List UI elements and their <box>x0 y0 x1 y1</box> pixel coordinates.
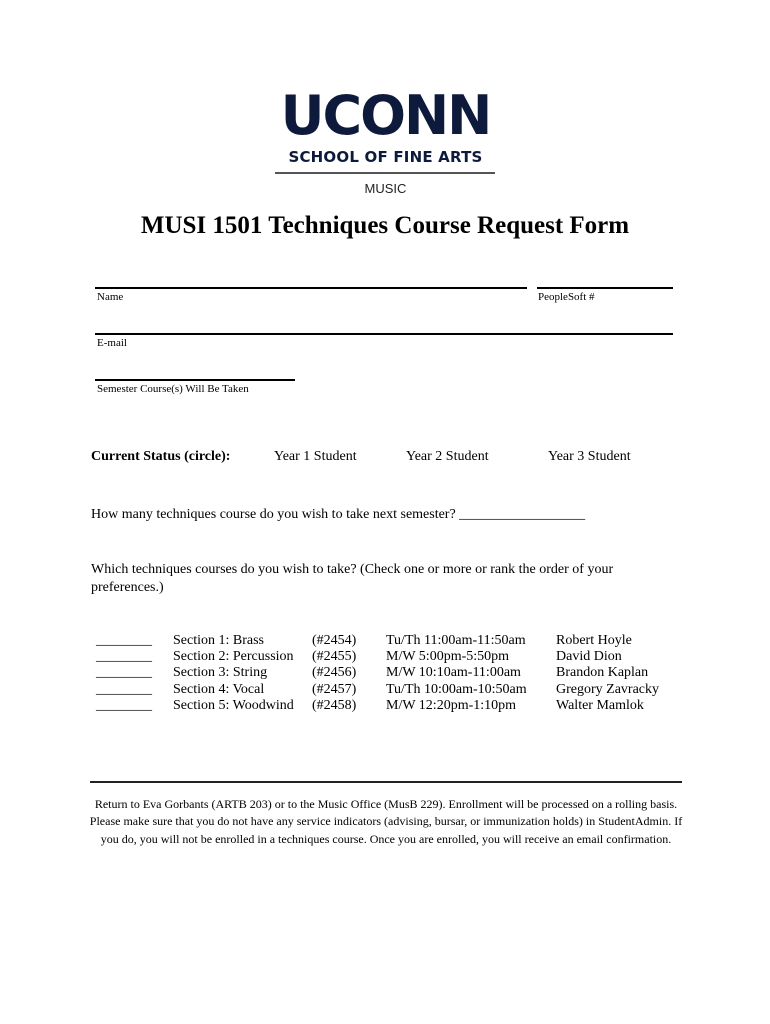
course-section: Section 5: Woodwind <box>173 697 294 713</box>
course-section: Section 4: Vocal <box>173 681 265 697</box>
form-title: MUSI 1501 Techniques Course Request Form <box>140 212 630 239</box>
course-instructor: Brandon Kaplan <box>556 665 649 681</box>
course-time: M/W 10:10am-11:00am <box>386 665 521 681</box>
department-name: MUSIC <box>364 181 407 196</box>
question-which-courses: Which techniques courses do you wish to take? (Check one or more or rank the order of your preferences.) <box>91 562 614 595</box>
return-instructions: Return to Eva Gorbants (ARTB 203) or to the Music Office (MusB 229). Enrollment will be processed on a rolling basis. Please make sure that you do not have any service indicators (advising, bursar, or immunization holds) in StudentAdmin. If you do, you will not be enrolled in a techniques course. Once you are enrolled, you will receive an email confirmation. <box>89 797 683 846</box>
email-field-line[interactable] <box>95 333 673 335</box>
footer-divider <box>90 781 682 783</box>
course-time: M/W 5:00pm-5:50pm <box>386 649 510 665</box>
course-number: (#2455) <box>312 649 357 665</box>
name-label: Name <box>97 291 124 303</box>
question-course-count: How many techniques course do you wish to take next semester? __________________ <box>91 507 586 522</box>
course-row <box>96 698 666 714</box>
course-time: Tu/Th 10:00am-10:50am <box>386 681 527 697</box>
status-label: Current Status (circle): <box>91 449 231 464</box>
course-check-blank[interactable]: ________ <box>96 697 152 713</box>
logo-divider <box>275 172 495 174</box>
course-instructor: David Dion <box>556 649 622 665</box>
status-option-year-1[interactable]: Year 1 Student <box>274 449 357 464</box>
course-number: (#2454) <box>312 633 357 648</box>
semester-label: Semester Course(s) Will Be Taken <box>97 383 249 395</box>
peoplesoft-label: PeopleSoft # <box>538 291 595 303</box>
semester-field-line[interactable] <box>95 379 295 381</box>
course-row <box>96 649 666 665</box>
course-number: (#2458) <box>312 697 357 713</box>
course-check-blank[interactable]: ________ <box>96 649 152 665</box>
course-section: Section 2: Percussion <box>173 649 294 665</box>
peoplesoft-field-line[interactable] <box>537 287 673 289</box>
email-label: E-mail <box>97 337 127 349</box>
course-number: (#2456) <box>312 665 357 681</box>
status-option-year-2[interactable]: Year 2 Student <box>406 449 489 464</box>
course-section: Section 3: String <box>173 665 268 681</box>
uconn-logo-wordmark: UCONN <box>280 84 491 147</box>
name-field-line[interactable] <box>95 287 527 289</box>
course-check-blank[interactable]: ________ <box>96 681 152 697</box>
course-check-blank[interactable]: ________ <box>96 665 152 681</box>
course-number: (#2457) <box>312 681 357 697</box>
course-instructor: Robert Hoyle <box>556 633 632 648</box>
course-row <box>96 665 666 681</box>
school-name: SCHOOL OF FINE ARTS <box>288 148 483 166</box>
course-section: Section 1: Brass <box>173 633 264 648</box>
status-option-year-3[interactable]: Year 3 Student <box>548 449 631 464</box>
course-row <box>96 633 666 649</box>
course-instructor: Walter Mamlok <box>556 697 644 713</box>
course-row <box>96 682 666 698</box>
course-check-blank[interactable]: ________ <box>96 633 152 648</box>
course-instructor: Gregory Zavracky <box>556 681 660 697</box>
course-time: Tu/Th 11:00am-11:50am <box>386 633 526 648</box>
course-time: M/W 12:20pm-1:10pm <box>386 697 517 713</box>
